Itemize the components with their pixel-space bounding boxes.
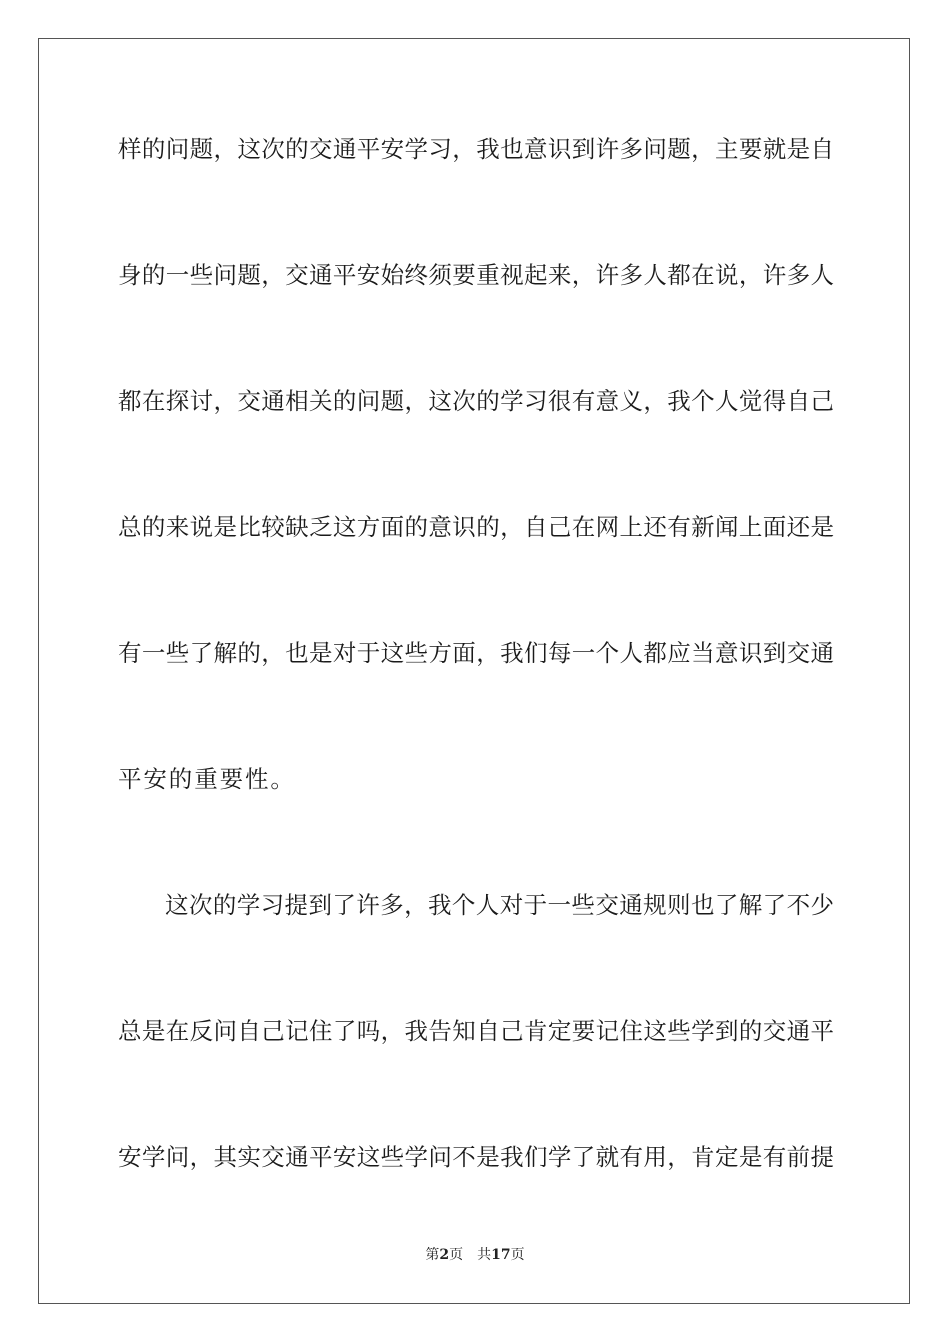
body-text-line-7: 这次的学习提到了许多，我个人对于一些交通规则也了解了不少	[165, 891, 834, 919]
body-text-line-2: 身的一些问题，交通平安始终须要重视起来，许多人都在说，许多人	[118, 261, 834, 289]
total-suffix: 页	[510, 1247, 525, 1263]
body-text-line-8: 总是在反问自己记住了吗，我告知自己肯定要记住这些学到的交通平	[118, 1017, 834, 1045]
body-text-line-5: 有一些了解的，也是对于这些方面，我们每一个人都应当意识到交通	[118, 639, 834, 667]
page-border	[38, 38, 910, 1304]
body-text-line-6: 平安的重要性。	[118, 765, 296, 793]
page-footer	[0, 1246, 950, 1264]
body-text-line-3: 都在探讨，交通相关的问题，这次的学习很有意义，我个人觉得自己	[118, 387, 834, 415]
total-prefix: 共	[477, 1247, 492, 1263]
total-pages: 17	[491, 1247, 511, 1263]
page-prefix: 第	[425, 1247, 440, 1263]
page-number: 2	[439, 1247, 450, 1263]
body-text-line-9: 安学问，其实交通平安这些学问不是我们学了就有用，肯定是有前提	[118, 1143, 834, 1171]
body-text-line-1: 样的问题，这次的交通平安学习，我也意识到许多问题，主要就是自	[118, 135, 834, 163]
body-text-line-4: 总的来说是比较缺乏这方面的意识的，自己在网上还有新闻上面还是	[118, 513, 834, 541]
page-suffix: 页	[449, 1247, 464, 1263]
